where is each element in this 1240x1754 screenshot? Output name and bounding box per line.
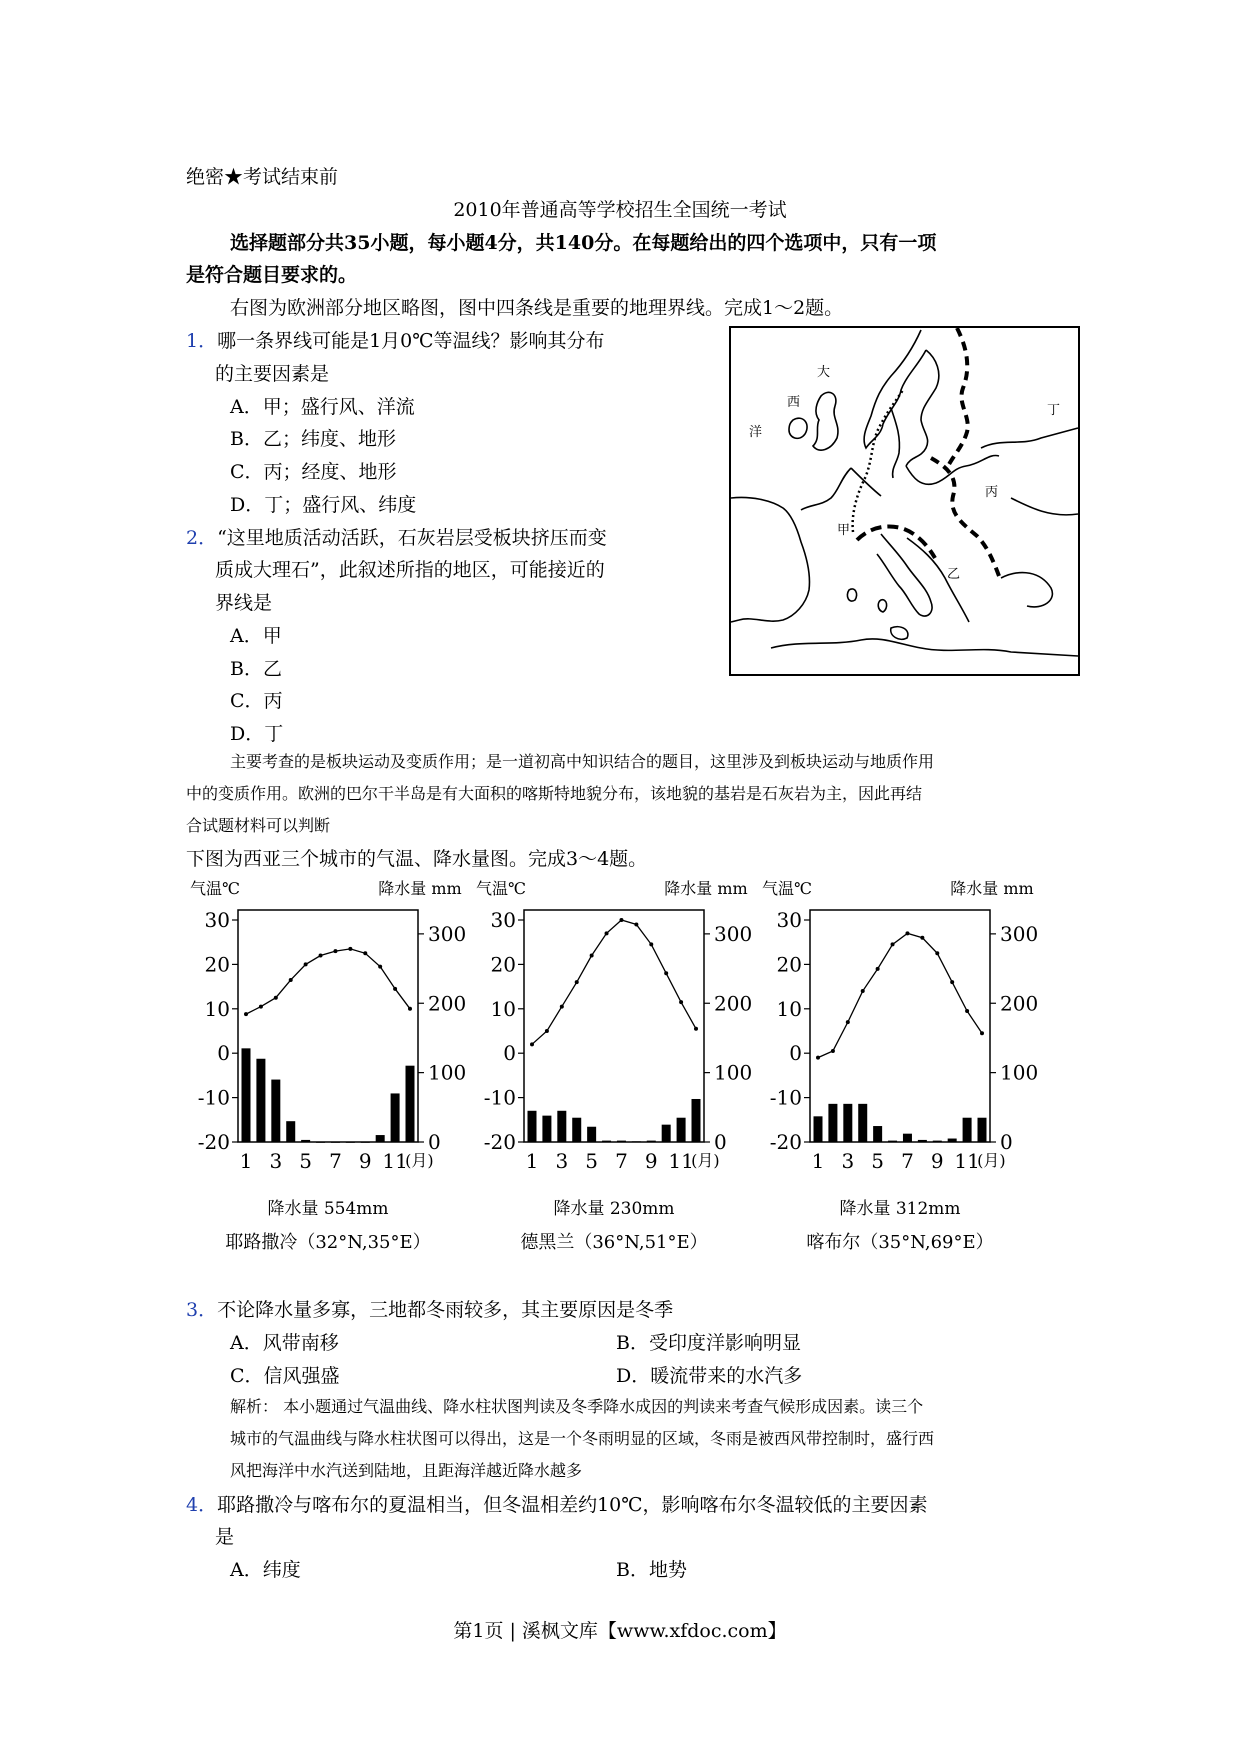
precipitation-bar [617, 1141, 626, 1142]
q3-option-b[interactable]: B．受印度洋影响明显 [616, 1332, 801, 1354]
temperature-point [905, 931, 909, 935]
temperature-tick-label: 0 [503, 1041, 516, 1066]
question-1 [186, 328, 605, 354]
precipitation-tick-label: 200 [714, 991, 753, 1016]
temperature-point [950, 980, 954, 984]
question-2-line2: 质成大理石”，此叙述所指的地区，可能接近的 [215, 559, 605, 581]
analysis-2-line2: 城市的气温曲线与降水柱状图可以得出，这是一个冬雨明显的区域，冬雨是被西风带控制时，盛行西 [230, 1429, 935, 1448]
question-1-line2: 的主要因素是 [215, 363, 330, 385]
map-intro: 右图为欧洲部分地区略图，图中四条线是重要的地理界线。完成1～2题。 [230, 297, 844, 319]
precipitation-bar [662, 1125, 671, 1142]
question-2 [186, 525, 607, 551]
temperature-tick-label: 30 [776, 908, 802, 932]
q2-option-b[interactable]: B．乙 [230, 658, 282, 680]
temperature-point [816, 1056, 820, 1060]
temperature-point [274, 996, 278, 1000]
precipitation-tick-label: 200 [428, 991, 467, 1016]
temperature-point [560, 1005, 564, 1009]
temperature-tick-label: 20 [490, 952, 516, 977]
q1-option-d[interactable]: D．丁；盛行风、纬度 [230, 494, 417, 516]
climate-chart-tehran [472, 874, 772, 1253]
month-tick-label: 3 [555, 1149, 569, 1173]
map-label-yi: 乙 [947, 567, 961, 582]
temperature-tick-label: 0 [789, 1041, 802, 1066]
precipitation-bar [963, 1118, 972, 1142]
secret-label: 绝密★考试结束前 [186, 166, 339, 188]
temperature-tick-label: -10 [769, 1085, 802, 1110]
temperature-point [619, 918, 623, 922]
month-tick-label: 3 [841, 1149, 855, 1173]
temperature-point [634, 922, 638, 926]
question-4 [186, 1492, 928, 1518]
month-tick-label: 5 [585, 1149, 599, 1173]
month-unit-label: (月) [977, 1151, 1006, 1170]
month-tick-label: 7 [901, 1149, 914, 1173]
map-label-ding: 丁 [1047, 403, 1061, 418]
temperature-point [935, 951, 939, 955]
annual-precipitation-label: 降水量 312mm [839, 1199, 961, 1219]
exam-title: 2010年普通高等学校招生全国统一考试 [453, 199, 787, 221]
temperature-point [920, 936, 924, 940]
map-label-xi: 西 [787, 395, 801, 410]
q2-option-c[interactable]: C．丙 [230, 690, 283, 712]
question-text: 耶路撒冷与喀布尔的夏温相当，但冬温相差约10℃，影响喀布尔冬温较低的主要因素 [217, 1494, 928, 1516]
temperature-tick-label: 0 [217, 1041, 230, 1066]
temperature-point [545, 1029, 549, 1033]
q4-option-a[interactable]: A．纬度 [230, 1559, 301, 1581]
instructions-line2: 是符合题目要求的。 [186, 264, 358, 286]
temperature-point [319, 954, 323, 958]
temperature-axis-label: 气温℃ [476, 879, 526, 898]
temperature-point [846, 1020, 850, 1024]
precipitation-bar [406, 1066, 415, 1142]
q1-option-b[interactable]: B．乙；纬度、地形 [230, 428, 396, 450]
precipitation-bar [888, 1141, 897, 1142]
temperature-point [664, 971, 668, 975]
month-tick-label: 5 [299, 1149, 313, 1173]
temperature-point [348, 947, 352, 951]
precipitation-bar [933, 1141, 942, 1142]
climate-chart-jerusalem [186, 874, 486, 1253]
temperature-point [694, 1027, 698, 1031]
q2-option-d[interactable]: D．丁 [230, 723, 284, 745]
month-tick-label: 9 [644, 1149, 658, 1173]
temperature-point [891, 942, 895, 946]
precipitation-tick-label: 0 [1000, 1130, 1013, 1154]
question-number: 4． [186, 1494, 218, 1516]
temperature-tick-label: 10 [490, 996, 516, 1021]
analysis-2-line1: 解析： 本小题通过气温曲线、降水柱状图判读及冬季降水成因的判读来考查气候形成因素。读三个 [230, 1397, 924, 1416]
temperature-tick-label: -20 [769, 1130, 802, 1154]
month-unit-label: (月) [691, 1151, 720, 1170]
precipitation-bar [948, 1139, 957, 1142]
plot-frame [524, 910, 704, 1142]
month-tick-label: 11 [668, 1149, 694, 1173]
precipitation-tick-label: 0 [428, 1130, 441, 1154]
precipitation-tick-label: 0 [714, 1130, 727, 1154]
map-label-yang: 洋 [749, 425, 763, 440]
temperature-point [876, 967, 880, 971]
month-tick-label: 7 [329, 1149, 342, 1173]
q3-option-a[interactable]: A．风带南移 [230, 1332, 339, 1354]
precipitation-bar [843, 1104, 852, 1142]
analysis-1-line1: 主要考查的是板块运动及变质作用；是一道初高中知识结合的题目，这里涉及到板块运动与地质作用 [230, 752, 935, 771]
temperature-point [980, 1031, 984, 1035]
precipitation-bar [346, 1142, 355, 1143]
map-label-bing: 丙 [985, 485, 999, 500]
temperature-tick-label: 10 [204, 996, 230, 1021]
q4-option-b[interactable]: B．地势 [616, 1559, 687, 1581]
analysis-1-line3: 合试题材料可以判断 [186, 816, 331, 835]
temperature-line [818, 933, 982, 1057]
temperature-point [378, 965, 382, 969]
city-label: 耶路撒冷（32°N,35°E） [225, 1232, 431, 1253]
temperature-tick-label: 30 [490, 908, 516, 932]
map-label-da: 大 [817, 365, 831, 380]
precipitation-bar [858, 1104, 867, 1142]
question-2-line3: 界线是 [215, 592, 273, 614]
city-label: 德黑兰（36°N,51°E） [520, 1232, 708, 1253]
precipitation-tick-label: 100 [1000, 1060, 1039, 1085]
month-tick-label: 1 [525, 1149, 539, 1173]
temperature-point [605, 931, 609, 935]
europe-map-drawing [731, 328, 1078, 674]
temperature-point [530, 1042, 534, 1046]
month-tick-label: 9 [358, 1149, 372, 1173]
temperature-point [304, 962, 308, 966]
question-text: “这里地质活动活跃，石灰岩层受板块挤压而变 [217, 527, 607, 549]
precipitation-bar [587, 1127, 596, 1142]
analysis-1-line2: 中的变质作用。欧洲的巴尔干半岛是有大面积的喀斯特地貌分布，该地貌的基岩是石灰岩为主，因此再结 [186, 784, 923, 803]
month-tick-label: 9 [930, 1149, 944, 1173]
temperature-point [363, 951, 367, 955]
precipitation-bar [542, 1116, 551, 1142]
precipitation-bar [286, 1121, 295, 1142]
precipitation-bar [903, 1134, 912, 1142]
precipitation-bar [572, 1118, 581, 1142]
climate-chart-kabul [758, 874, 1058, 1253]
precipitation-tick-label: 300 [428, 921, 467, 946]
temperature-point [575, 980, 579, 984]
precipitation-bar [361, 1142, 370, 1143]
precipitation-bar [528, 1111, 537, 1142]
month-tick-label: 7 [615, 1149, 628, 1173]
precipitation-axis-label: 降水量 mm [378, 879, 462, 898]
question-3 [186, 1297, 673, 1323]
precipitation-bar [301, 1140, 310, 1142]
analysis-2-line3: 风把海洋中水汽送到陆地，且距海洋越近降水越多 [230, 1461, 583, 1480]
question-4-line2: 是 [215, 1526, 235, 1548]
precipitation-bar [918, 1140, 927, 1142]
precipitation-bar [271, 1080, 280, 1142]
precipitation-bar [647, 1141, 656, 1142]
month-unit-label: (月) [405, 1151, 434, 1170]
precipitation-bar [376, 1135, 385, 1142]
temperature-line [532, 920, 696, 1044]
precipitation-bar [828, 1104, 837, 1142]
temperature-point [289, 978, 293, 982]
temperature-tick-label: -10 [483, 1085, 516, 1110]
temperature-point [679, 1000, 683, 1004]
question-number: 1． [186, 330, 218, 352]
page-footer: 第1页 | 溪枫文库【www.xfdoc.com】 [453, 1620, 787, 1642]
temperature-tick-label: 30 [204, 908, 230, 932]
question-number: 3． [186, 1299, 218, 1321]
temperature-tick-label: 20 [776, 952, 802, 977]
temperature-tick-label: -20 [483, 1130, 516, 1154]
precipitation-bar [602, 1141, 611, 1142]
temperature-point [244, 1012, 248, 1016]
precipitation-tick-label: 300 [714, 921, 753, 946]
temperature-axis-label: 气温℃ [190, 879, 240, 898]
question-text: 不论降水量多寡，三地都冬雨较多，其主要原因是冬季 [217, 1299, 674, 1321]
question-text: 哪一条界线可能是1月0℃等温线？影响其分布 [217, 330, 605, 352]
temperature-tick-label: 10 [776, 996, 802, 1021]
q1-option-a[interactable]: A．甲；盛行风、洋流 [230, 396, 415, 418]
annual-precipitation-label: 降水量 230mm [553, 1199, 675, 1219]
month-tick-label: 1 [239, 1149, 253, 1173]
precipitation-bar [256, 1059, 265, 1142]
temperature-tick-label: -20 [197, 1130, 230, 1154]
temperature-point [333, 949, 337, 953]
month-tick-label: 3 [269, 1149, 283, 1173]
temperature-point [259, 1005, 263, 1009]
precipitation-tick-label: 100 [714, 1060, 753, 1085]
temperature-tick-label: -10 [197, 1085, 230, 1110]
precipitation-bar [692, 1099, 701, 1142]
temperature-point [408, 1007, 412, 1011]
month-tick-label: 11 [954, 1149, 980, 1173]
precipitation-tick-label: 100 [428, 1060, 467, 1085]
temperature-point [649, 942, 653, 946]
city-label: 喀布尔（35°N,69°E） [806, 1232, 994, 1253]
month-tick-label: 1 [811, 1149, 825, 1173]
precipitation-axis-label: 降水量 mm [950, 879, 1034, 898]
precipitation-bar [331, 1142, 340, 1143]
map-label-jia: 甲 [837, 523, 851, 538]
precipitation-bar [557, 1111, 566, 1142]
charts-intro: 下图为西亚三个城市的气温、降水量图。完成3～4题。 [186, 848, 648, 870]
precipitation-bar [316, 1142, 325, 1143]
temperature-axis-label: 气温℃ [762, 879, 812, 898]
temperature-tick-label: 20 [204, 952, 230, 977]
q2-option-a[interactable]: A．甲 [230, 625, 282, 647]
temperature-point [965, 1009, 969, 1013]
precipitation-bar [814, 1116, 823, 1142]
precipitation-bar [873, 1126, 882, 1142]
precipitation-axis-label: 降水量 mm [664, 879, 748, 898]
q3-option-c[interactable]: C．信风强盛 [230, 1365, 340, 1387]
temperature-point [393, 987, 397, 991]
annual-precipitation-label: 降水量 554mm [267, 1199, 389, 1219]
precipitation-tick-label: 200 [1000, 991, 1039, 1016]
instructions-line1: 选择题部分共35小题，每小题4分，共140分。在每题给出的四个选项中，只有一项 [230, 232, 937, 254]
temperature-line [246, 949, 410, 1014]
precipitation-bar [978, 1118, 987, 1142]
month-tick-label: 5 [871, 1149, 885, 1173]
temperature-point [861, 989, 865, 993]
temperature-point [590, 954, 594, 958]
q1-option-c[interactable]: C．丙；经度、地形 [230, 461, 397, 483]
europe-map [729, 326, 1080, 676]
month-tick-label: 11 [382, 1149, 408, 1173]
question-number: 2． [186, 527, 218, 549]
precipitation-bar [391, 1093, 400, 1142]
temperature-point [831, 1049, 835, 1053]
precipitation-bar [677, 1118, 686, 1142]
precipitation-tick-label: 300 [1000, 921, 1039, 946]
precipitation-bar [242, 1048, 251, 1142]
precipitation-bar [632, 1141, 641, 1142]
q3-option-d[interactable]: D．暖流带来的水汽多 [616, 1365, 803, 1387]
